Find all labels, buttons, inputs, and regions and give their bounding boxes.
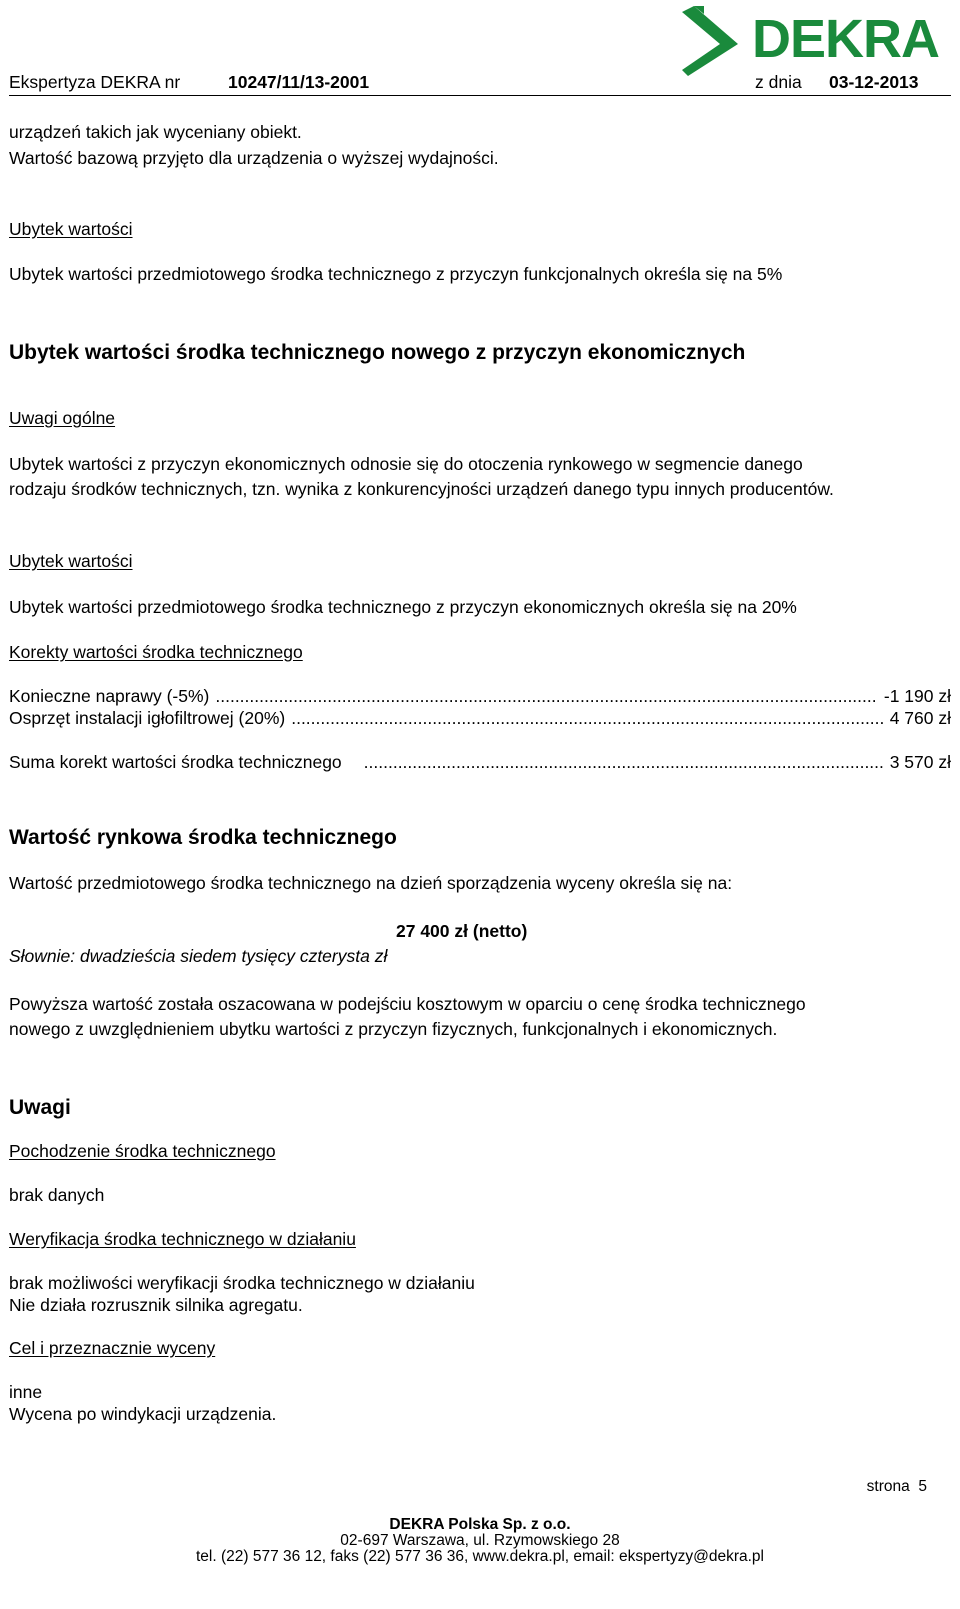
intro-line-2: Wartość bazową przyjęto dla urządzenia o wyższej wydajności. [9,148,499,168]
correction-value: 4 760 zł [889,708,951,728]
logo-wordmark: DEKRA [752,9,940,69]
purpose-line-2: Wycena po windykacji urządzenia. [9,1404,277,1424]
leader-dots [215,686,878,706]
purpose-line-1: inne [9,1382,43,1402]
origin-heading: Pochodzenie środka technicznego [9,1141,276,1161]
general-notes-line-1: Ubytek wartości z przyczyn ekonomicznych odnosie się do otoczenia rynkowego w segmencie danego [9,454,803,474]
corrections-heading: Korekty wartości środka technicznego [9,642,303,662]
verification-line-1: brak możliwości weryfikacji środka technicznego w działaniu [9,1273,475,1293]
correction-row-repairs [9,686,951,706]
method-line-1: Powyższa wartość została oszacowana w podejściu kosztowym w oparciu o cenę środka technicznego [9,994,806,1014]
footer-contact: tel. (22) 577 36 12, faks (22) 577 36 36, www.dekra.pl, email: ekspertyzy@dekra.pl [196,1548,764,1565]
correction-value: -1 190 zł [883,686,951,706]
general-notes-heading: Uwagi ogólne [9,408,116,428]
method-line-2: nowego z uwzględnieniem ubytku wartości z przyczyn fizycznych, funkcjonalnych i ekonomicznych. [9,1019,778,1039]
footer-address: 02-697 Warszawa, ul. Rzymowskiego 28 [340,1532,620,1549]
remarks-title: Uwagi [9,1096,71,1119]
correction-label: Osprzęt instalacji igłofiltrowej (20%) [9,708,286,728]
purpose-heading: Cel i przeznacznie wyceny [9,1338,216,1358]
economic-section-title: Ubytek wartości środka technicznego nowego z przyczyn ekonomicznych [9,341,746,364]
dekra-logo [680,4,940,78]
intro-line-1: urządzeń takich jak wyceniany obiekt. [9,122,302,142]
dekra-arrow-icon [680,4,742,76]
leader-dots [364,752,884,772]
functional-loss-heading: Ubytek wartości [9,219,133,239]
expertise-number: 10247/11/13-2001 [228,72,370,92]
market-value-text: Wartość przedmiotowego środka technicznego na dzień sporządzenia wyceny określa się na: [9,873,733,893]
date-value: 03-12-2013 [829,72,919,92]
date-label: z dnia [755,72,802,92]
page-label: strona [866,1478,910,1495]
market-value-amount: 27 400 zł (netto) [396,921,528,941]
economic-loss-heading: Ubytek wartości [9,551,133,571]
correction-label: Konieczne naprawy (-5%) [9,686,210,706]
market-value-title: Wartość rynkowa środka technicznego [9,826,397,849]
page-number-value: 5 [918,1478,927,1495]
market-value-in-words: Słownie: dwadzieścia siedem tysięcy czterysta zł [9,946,388,966]
page-number [867,1478,927,1496]
economic-loss-text: Ubytek wartości przedmiotowego środka technicznego z przyczyn ekonomicznych określa się na 20% [9,597,797,617]
corrections-sum-row [9,752,951,772]
expertise-label: Ekspertyza DEKRA nr [9,72,181,92]
correction-row-equipment [9,708,951,728]
footer-company: DEKRA Polska Sp. z o.o. [389,1516,571,1533]
origin-text: brak danych [9,1185,105,1205]
leader-dots [291,708,883,728]
verification-heading: Weryfikacja środka technicznego w działaniu [9,1229,356,1249]
header-divider [9,95,951,96]
corrections-sum-label: Suma korekt wartości środka technicznego [9,752,342,772]
verification-line-2: Nie działa rozrusznik silnika agregatu. [9,1295,303,1315]
corrections-sum-value: 3 570 zł [889,752,951,772]
functional-loss-text: Ubytek wartości przedmiotowego środka technicznego z przyczyn funkcjonalnych określa się na 5% [9,264,783,284]
general-notes-line-2: rodzaju środków technicznych, tzn. wynika z konkurencyjności urządzeń danego typu innych producentów. [9,479,834,499]
